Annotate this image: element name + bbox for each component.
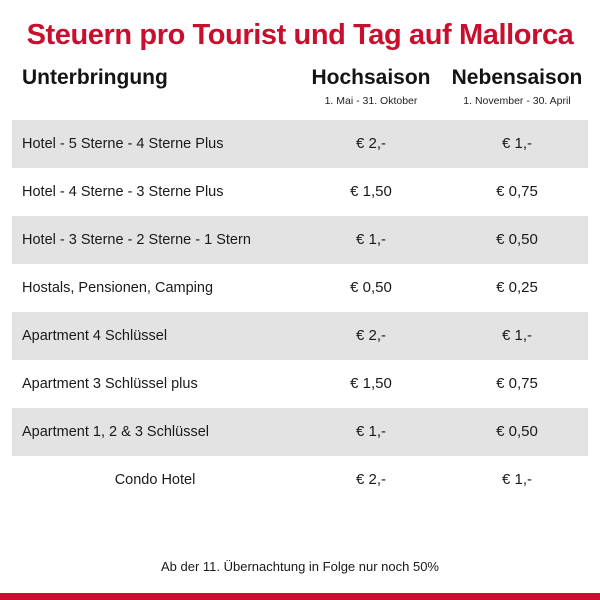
row-label: Hotel - 5 Sterne - 4 Sterne Plus <box>22 135 224 152</box>
row-high-value: € 1,- <box>355 423 386 441</box>
table-header <box>0 52 600 108</box>
row-high-value: € 2,- <box>355 327 386 345</box>
row-high-value: € 0,50 <box>350 279 392 297</box>
table-row <box>12 408 588 456</box>
row-label: Hotel - 3 Sterne - 2 Sterne - 1 Stern <box>22 231 251 248</box>
table-row <box>12 120 588 168</box>
rates-table <box>0 120 600 504</box>
row-label: Hostals, Pensionen, Camping <box>22 279 214 296</box>
row-label: Hotel - 4 Sterne - 3 Sterne Plus <box>22 183 224 200</box>
table-row <box>12 168 588 216</box>
header-high-season-dates: 1. Mai - 31. Oktober <box>324 95 418 108</box>
row-high-value: € 2,- <box>355 471 386 489</box>
row-label: Apartment 1, 2 & 3 Schlüssel <box>22 423 209 440</box>
row-low-value: € 0,75 <box>496 375 538 393</box>
header-category <box>12 66 298 90</box>
header-low-season-label: Nebensaison <box>451 65 583 89</box>
row-label: Apartment 3 Schlüssel plus <box>22 375 198 392</box>
table-row <box>12 312 588 360</box>
header-high-season-label: Hochsaison <box>311 65 431 89</box>
row-high-value: € 1,- <box>355 231 386 249</box>
header-high-season <box>298 66 444 108</box>
table-row <box>12 264 588 312</box>
table-row <box>12 216 588 264</box>
table-row <box>12 456 588 504</box>
row-label: Apartment 4 Schlüssel <box>22 327 168 344</box>
table-row <box>12 360 588 408</box>
row-label: Condo Hotel <box>114 471 196 488</box>
row-high-value: € 2,- <box>355 135 386 153</box>
row-low-value: € 1,- <box>501 135 532 153</box>
row-low-value: € 0,75 <box>496 183 538 201</box>
header-low-season-dates: 1. November - 30. April <box>463 95 571 108</box>
row-low-value: € 0,25 <box>496 279 538 297</box>
footnote: Ab der 11. Übernachtung in Folge nur noch 50% <box>161 559 439 574</box>
row-low-value: € 1,- <box>501 327 532 345</box>
row-low-value: € 0,50 <box>496 231 538 249</box>
row-high-value: € 1,50 <box>350 183 392 201</box>
page-title: Steuern pro Tourist und Tag auf Mallorca <box>26 19 574 51</box>
row-low-value: € 1,- <box>501 471 532 489</box>
row-high-value: € 1,50 <box>350 375 392 393</box>
row-low-value: € 0,50 <box>496 423 538 441</box>
bottom-accent-bar <box>0 593 600 600</box>
header-low-season <box>444 66 590 108</box>
header-category-label: Unterbringung <box>22 65 168 89</box>
